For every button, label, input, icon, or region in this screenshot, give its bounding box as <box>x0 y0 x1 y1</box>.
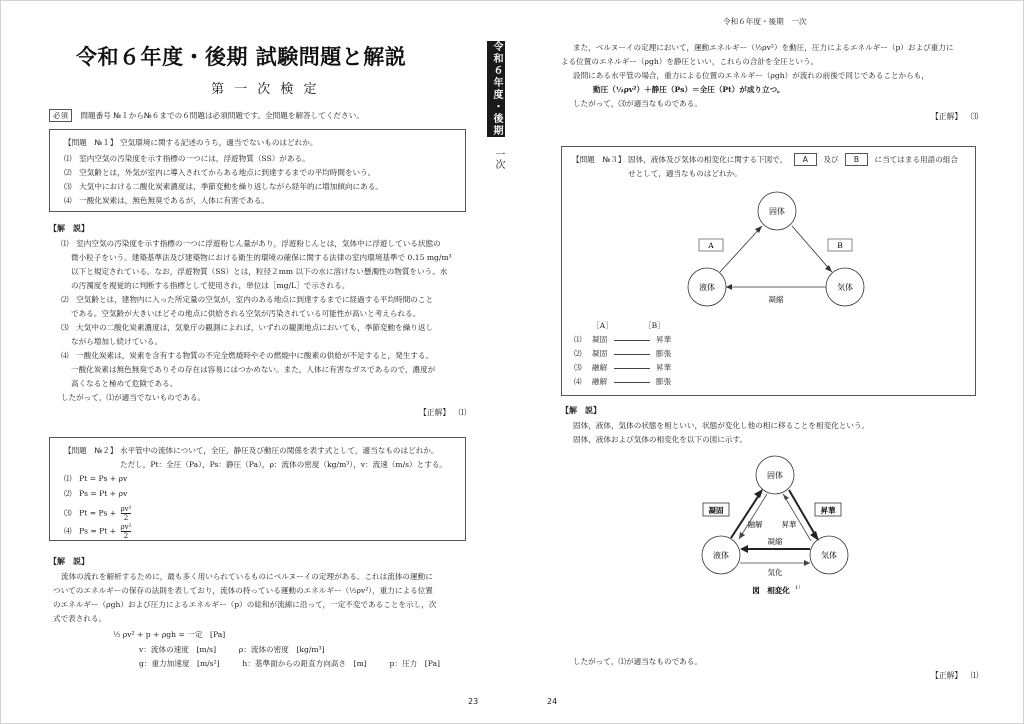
phase-diagram-explanation <box>691 453 861 603</box>
side-band: 令和６年度・後期 <box>487 41 505 137</box>
continued-formula: 動圧（½ρv²）＋静圧（Ps）＝全圧（Pt）が成り立つ。 <box>593 85 785 94</box>
arrowhead <box>739 532 745 539</box>
arrow-solid-to-gas <box>792 226 832 272</box>
side-label: 一次 <box>493 149 504 169</box>
explanation-2-line: 流体の流れを解析するために，最も多く用いられているものにベルヌーイの定理がある。これは流体の運動に <box>61 572 433 581</box>
question-2-option: ⑴ Pt = Ps + ρv <box>64 474 128 483</box>
question-1-box <box>49 129 466 212</box>
question-3-label: 【問題 №３】 <box>572 155 626 164</box>
question-1-option: ⑵ 空気齢とは，外気が室内に導入されてからある地点に到達するまでの平均時間をいう。 <box>64 168 376 177</box>
continued-line: 設問にある水平管の場合，重力による位置のエネルギー（ρgh）が流れの前後で同じであることからも， <box>573 71 929 80</box>
solid-label: 固体 <box>767 471 783 480</box>
continued-line: また，ベルヌーイの定理において，運動エネルギー（½ρv²）を動圧，圧力によるエネルギー（p）および重力に <box>573 43 954 52</box>
question-2-option: ⑶ Pt = Ps + $\frac{\text{ρv²}}{2}$ <box>64 505 132 522</box>
explanation-1-line: ⑶ 大気中の二酸化炭素濃度は，気象庁の観測によれば，いずれの観測地点においても，季節変動を繰り返し <box>61 323 434 332</box>
melting-label: 融解 <box>747 520 763 529</box>
answer-2 <box>931 111 978 122</box>
arrowhead <box>810 531 819 541</box>
fraction-denominator: 2 <box>123 532 129 540</box>
required-text: 問題番号 №１から№６までの６問題は必須問題です。全問題を解答してください。 <box>80 111 364 120</box>
arrowhead <box>825 265 832 272</box>
col-header-b: ［B］ <box>644 321 665 330</box>
question-3-stem2: せとして，適当なものはどれか。 <box>628 169 742 178</box>
option-row: ⑷ 融解 膨張 <box>574 377 672 386</box>
question-1-stem: 空気環境に関する記述のうち，適当でないものはどれか。 <box>120 138 318 147</box>
question-1-option: ⑶ 大気中における二酸化炭素濃度は，季節変動を繰り返しながら経年的に増加傾向にある。 <box>64 182 383 191</box>
answer-3 <box>931 670 978 681</box>
arrow-deposition <box>783 494 811 541</box>
arrow-melting <box>739 494 767 539</box>
explanation-1-line: である。空気齢が大きいほどその地点に供給される空気が汚染されている可能性が高いと考えられる。 <box>71 309 421 318</box>
explanation-1-conclusion: したがって，⑴が適当でないものである。 <box>61 393 206 402</box>
figure-caption-ref: 1） <box>795 585 804 591</box>
answer-value: ⑴ <box>970 671 979 680</box>
question-2-condition: ただし，Pt：全圧（Pa），Ps：静圧（Pa），ρ：流体の密度（kg/m³），v：流速（m/s）とする。 <box>120 460 448 469</box>
condensation-label: 凝縮 <box>768 295 784 304</box>
explanation-2-line: ついてのエネルギーの保存の法則を表しており，流体の持っている運動のエネルギー（½ρv²），重力による位置 <box>53 586 433 595</box>
fraction-numerator: ρv² <box>120 505 132 513</box>
answer-label: 【正解】 <box>931 671 963 680</box>
arrowhead <box>726 284 732 290</box>
question-3-box <box>561 146 976 396</box>
condensation-label: 凝縮 <box>767 537 783 546</box>
blank-b: B <box>845 153 868 166</box>
question-3-stem: 固体，液体及び気体の相変化に関する下図で， A 及び B に当てはまる用語の組合 <box>628 155 959 164</box>
explanation-1-heading: 【解 説】 <box>49 224 89 233</box>
explanation-1-line: 一酸化炭素は無色無臭でありその存在は容易にはつかめない。また，人体に有害なガスであるので，濃度が <box>71 365 436 374</box>
explanation-1-line: 以下と規定されている。なお，浮遊物質（SS）とは，粒径２mm 以下の水に溶けない懸濁性の物質をいう。水 <box>71 267 448 276</box>
required-badge: 必須 <box>49 109 72 122</box>
page-number-left: 23 <box>468 697 479 706</box>
question-2-label: 【問題 №２】 <box>64 446 118 455</box>
sublimation-label: 昇華 <box>820 506 836 515</box>
answer-label: 【正解】 <box>419 408 451 417</box>
fraction-numerator: ρv² <box>120 523 132 531</box>
explanation-1-line: ⑵ 空気齢とは，建物内に入った所定量の空気が，室内のある地点に到達するまでに経過する平均時間のこと <box>61 295 434 304</box>
liquid-label: 液体 <box>713 551 729 560</box>
explanation-2-line: 式で表される。 <box>53 614 107 623</box>
figure-caption: 図 相変化 <box>752 586 790 595</box>
arrow-liquid-to-solid <box>720 226 762 272</box>
deposition-label: 昇華 <box>781 520 797 529</box>
required-notice <box>49 109 364 122</box>
explanation-1-line: ながら増加し続けている。 <box>71 337 163 346</box>
freezing-label: 凝固 <box>708 506 724 515</box>
question-1-option: ⑴ 室内空気の汚染度を示す指標の一つには，浮遊物質（SS）がある。 <box>64 154 310 163</box>
page-subtitle: 第 一 次 検 定 <box>211 82 320 97</box>
explanation-2-line: のエネルギー（ρgh）および圧力によるエネルギー（p）の総和が流線に沿って，一定不変であることを示し，次 <box>53 600 437 609</box>
option-row: ⑵ 凝固 膨張 <box>574 349 672 358</box>
explanation-3-heading: 【解 説】 <box>561 406 601 415</box>
vaporization-label: 気化 <box>767 568 783 577</box>
gas-label: 気体 <box>821 551 837 560</box>
phase-diagram-question <box>682 189 872 309</box>
option-row: ⑴ 凝固 昇華 <box>574 335 672 344</box>
answer-label: 【正解】 <box>931 112 963 121</box>
explanation-3-line: 固体，液体および気体の相変化を以下の図に示す。 <box>573 435 748 444</box>
page-title: 令和６年度・後期 試験問題と解説 <box>76 45 407 69</box>
explanation-2-heading: 【解 説】 <box>49 557 89 566</box>
explanation-3-conclusion: したがって，⑴が適当なものである。 <box>573 657 702 666</box>
explanation-1-line: ⑷ 一酸化炭素は，炭素を含有する物質の不完全燃焼時やその燃焼中に酸素の供給が不足すると，発生する。 <box>61 351 434 360</box>
answer-value: ⑴ <box>458 408 467 417</box>
arrow-freezing <box>731 492 761 538</box>
question-1-label: 【問題 №１】 <box>64 138 118 147</box>
col-header-a: ［A］ <box>592 321 613 330</box>
fraction-denominator: 2 <box>123 514 129 522</box>
formula-variables: v：流体の速度 [m/s] ρ：流体の密度 [kg/m³] <box>139 645 325 654</box>
explanation-1-line: の汚濁度を視覚的に判断する指標として使用され，単位は［mg/L］で示される。 <box>71 281 350 290</box>
gas-label: 気体 <box>837 283 853 292</box>
question-2-box <box>49 437 466 541</box>
arrowhead <box>804 560 810 566</box>
explanation-3-line: 固体，液体，気体の状態を相といい，状態が変化し他の相に移ることを相変化という。 <box>573 421 870 430</box>
arrowhead <box>783 494 789 500</box>
arrowhead <box>754 489 763 498</box>
bernoulli-formula: ½ ρv² + p + ρgh = 一定 [Pa] <box>113 630 226 639</box>
option-row: ⑶ 融解 昇華 <box>574 363 672 372</box>
answer-1 <box>419 407 466 418</box>
box-b-label: B <box>837 241 843 250</box>
arrow-sublimation <box>789 490 817 538</box>
box-a-label: A <box>708 241 714 250</box>
explanation-1-line: 高くなると極めて危険である。 <box>71 379 178 388</box>
question-2-stem: 水平管中の流体について，全圧，静圧及び動圧の関係を表す式として，適当なものはどれか。 <box>120 446 439 455</box>
arrowhead <box>740 545 748 553</box>
explanation-1-line: 微小粒子をいう。建築基準法及び建築物における衛生的環境の確保に関する法律の室内環境基準で 0.15 mg/m³ <box>71 253 452 262</box>
running-header: 令和６年度・後期 一次 <box>723 17 807 26</box>
page-number-right: 24 <box>547 697 558 706</box>
solid-label: 固体 <box>769 207 785 216</box>
question-1-option: ⑷ 一酸化炭素は，無色無臭であるが，人体に有害である。 <box>64 196 270 205</box>
explanation-1-line: ⑴ 室内空気の汚染度を示す指標の一つに浮遊粉じん量があり，浮遊粉じんとは，気体中に浮遊している状態の <box>61 239 441 248</box>
continued-line: よる位置のエネルギー（ρgh）を静圧といい，これらの合計を全圧という。 <box>561 57 819 66</box>
question-2-option: ⑵ Ps = Pt + ρv <box>64 489 128 498</box>
answer-value: ⑶ <box>970 112 979 121</box>
liquid-label: 液体 <box>699 283 715 292</box>
formula-variables: g：重力加速度 [m/s²] h：基準面からの鉛直方向高さ [m] p：圧力 [Pa] <box>139 659 440 668</box>
continued-conclusion: したがって，⑶が適当なものである。 <box>573 99 702 108</box>
blank-a: A <box>794 153 817 166</box>
question-2-option: ⑷ Ps = Pt + $\frac{\text{ρv²}}{2}$ <box>64 523 132 540</box>
